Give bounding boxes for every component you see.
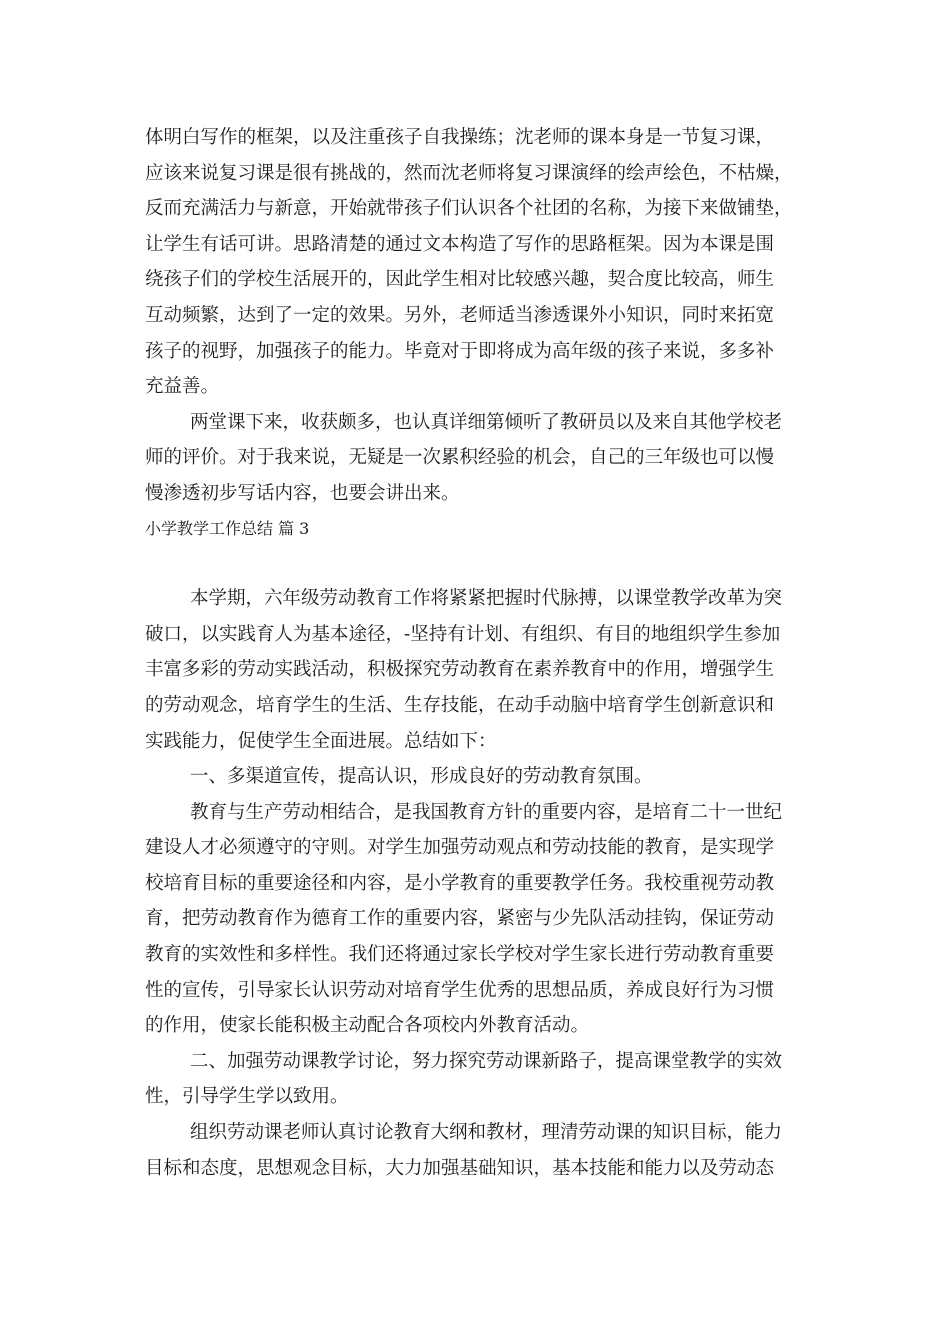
paragraph xyxy=(145,759,807,795)
body-text-before-heading xyxy=(145,120,807,512)
text-line: 慢渗透初步写话内容，也要会讲出来。 xyxy=(145,482,460,504)
text-line: 的劳动观念，培育学生的生活、生存技能，在动手动脑中培育学生创新意识和 xyxy=(145,694,775,716)
text-line: 应该来说复习课是很有挑战的，然而沈老师将复习课演绎的绘声绘色，不枯燥， xyxy=(145,162,793,184)
text-line: 性的宣传，引导家长认识劳动对培育学生优秀的思想品质，养成良好行为习惯 xyxy=(145,979,775,1001)
text-line: 丰富多彩的劳动实践活动，积极探究劳动教育在素养教育中的作用，增强学生 xyxy=(145,659,775,681)
paragraph xyxy=(145,405,807,512)
text-line: 充益善。 xyxy=(145,376,220,398)
text-line: 互动频繁，达到了一定的效果。另外，老师适当渗透课外小知识，同时来拓宽 xyxy=(145,304,775,326)
section-heading: 小学教学工作总结 篇 3 xyxy=(145,518,310,538)
text-line: 育，把劳动教育作为德育工作的重要内容，紧密与少先队活动挂钩，保证劳动 xyxy=(145,908,775,930)
blank-line xyxy=(145,546,807,582)
text-line: 绕孩子们的学校生活展开的，因此学生相对比较感兴趣，契合度比较高，师生 xyxy=(145,269,775,291)
paragraph xyxy=(145,1115,807,1186)
text-line: 本学期，六年级劳动教育工作将紧紧把握时代脉搏，以课堂教学改革为突 xyxy=(190,588,783,610)
text-line: 的作用，使家长能积极主动配合各项校内外教育活动。 xyxy=(145,1015,590,1037)
paragraph xyxy=(145,120,807,405)
text-line: 实践能力，促使学生全面进展。总结如下： xyxy=(145,730,497,752)
document-page xyxy=(145,120,807,1186)
paragraph xyxy=(145,1044,807,1115)
text-line: 让学生有话可讲。思路清楚的通过文本构造了写作的思路框架。因为本课是围 xyxy=(145,233,775,255)
text-line: 目标和态度，思想观念目标，大力加强基础知识，基本技能和能力以及劳动态 xyxy=(145,1157,775,1179)
text-line: 孩子的视野，加强孩子的能力。毕竟对于即将成为高年级的孩子来说，多多补 xyxy=(145,340,775,362)
body-text-after-heading xyxy=(145,581,807,1186)
text-line: 两堂课下来，收获颇多，也认真详细第倾听了教研员以及来自其他学校老 xyxy=(190,411,783,433)
text-line: 反而充满活力与新意，开始就带孩子们认识各个社团的名称，为接下来做铺垫， xyxy=(145,198,793,220)
text-line: 二、加强劳动课教学讨论，努力探究劳动课新路子，提高课堂教学的实效 xyxy=(190,1050,783,1072)
text-line: 破口，以实践育人为基本途径，-坚持有计划、有组织、有目的地组织学生参加 xyxy=(145,623,781,645)
text-line: 组织劳动课老师认真讨论教育大纲和教材，理清劳动课的知识目标，能力 xyxy=(190,1122,783,1144)
text-line: 校培育目标的重要途径和内容，是小学教育的重要教学任务。我校重视劳动教 xyxy=(145,872,775,894)
text-line: 性，引导学生学以致用。 xyxy=(145,1086,349,1108)
paragraph xyxy=(145,795,807,1044)
text-line: 一、多渠道宣传，提高认识，形成良好的劳动教育氛围。 xyxy=(190,766,653,788)
text-line: 教育的实效性和多样性。我们还将通过家长学校对学生家长进行劳动教育重要 xyxy=(145,944,775,966)
text-line: 教育与生产劳动相结合，是我国教育方针的重要内容，是培育二十一世纪 xyxy=(190,801,783,823)
text-line: 建设人才必须遵守的守则。对学生加强劳动观点和劳动技能的教育，是实现学 xyxy=(145,837,775,859)
text-line: 师的评价。对于我来说，无疑是一次累积经验的机会，自己的三年级也可以慢 xyxy=(145,447,775,469)
text-line: 体明白写作的框架，以及注重孩子自我操练；沈老师的课本身是一节复习课， xyxy=(145,127,775,148)
paragraph xyxy=(145,581,807,759)
